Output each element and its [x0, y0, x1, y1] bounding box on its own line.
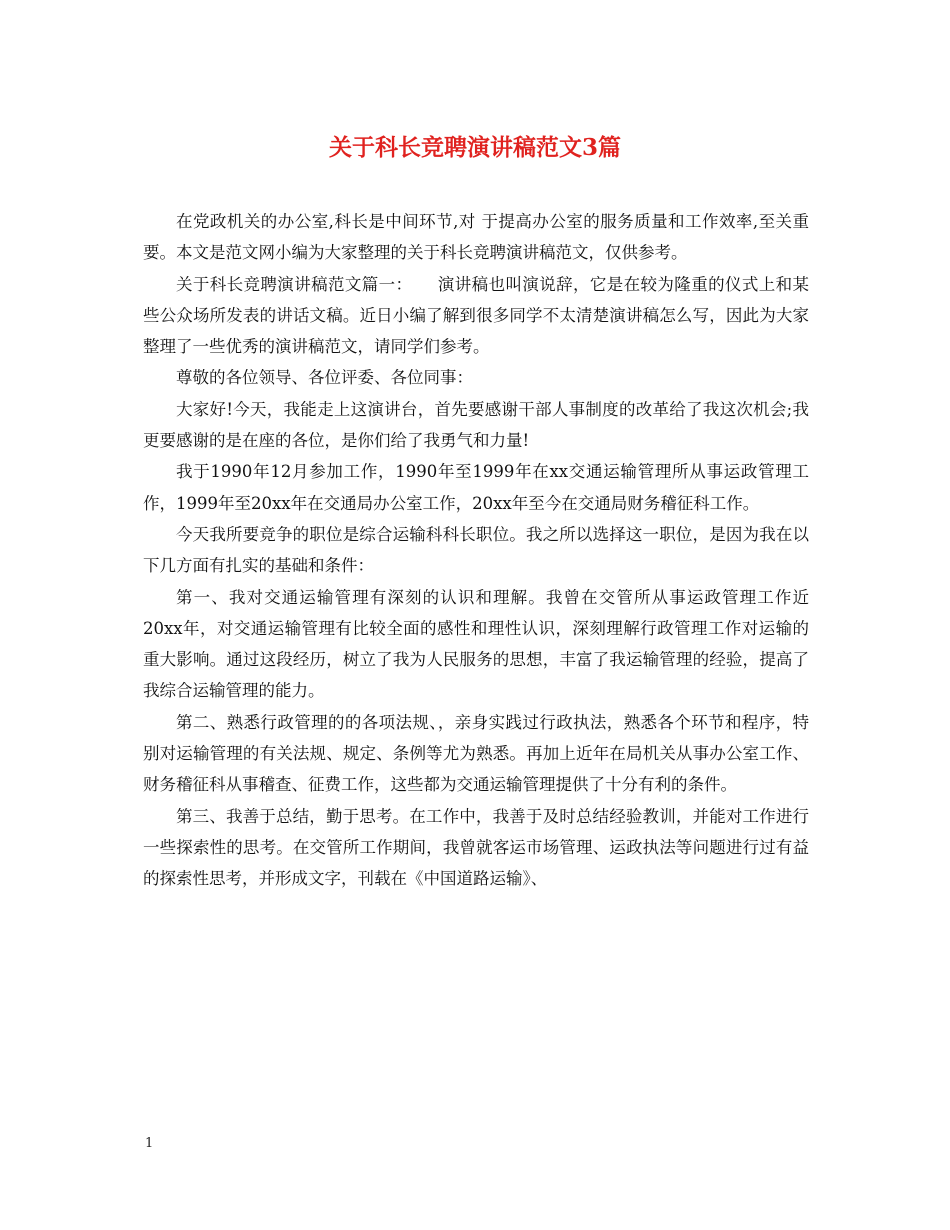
paragraph-second-point: 第二、熟悉行政管理的的各项法规、，亲身实践过行政执法，熟悉各个环节和程序，特别对运输管理的有关法规、规定、条例等尤为熟悉。再加上近年在局机关从事办公室工作、财务稽征科从事稽查、征费工作，这些都为交通运输管理提供了十分有利的条件。 — [143, 712, 809, 795]
paragraph-salutation: 尊敬的各位领导、各位评委、各位同事： — [176, 368, 473, 388]
paragraph-intro: 在党政机关的办公室,科长是中间环节,对 于提高办公室的服务质量和工作效率,至关重要。本文是范文网小编为大家整理的关于科长竞聘演讲稿范文，仅供参考。 — [143, 212, 809, 263]
paragraph-third-point: 第三、我善于总结，勤于思考。在工作中，我善于及时总结经验教训，并能对工作进行一些探索性的思考。在交管所工作期间，我曾就客运市场管理、运政执法等问题进行过有益的探索性思考，并形成文字，刊载在《中国道路运输》、 — [143, 806, 809, 889]
document-body — [143, 206, 809, 895]
page-number: 1 — [145, 1136, 154, 1151]
paragraph-work-history: 我于1990年12月参加工作，1990年至1999年在xx交通运输管理所从事运政管理工作，1999年至20xx年在交通局办公室工作，20xx年至今在交通局财务稽征科工作。 — [143, 462, 809, 513]
paragraph-position: 今天我所要竞争的职位是综合运输科科长职位。我之所以选择这一职位，是因为我在以下几方面有扎实的基础和条件： — [143, 524, 809, 576]
paragraph-part-one: 关于科长竞聘演讲稿范文篇一： 演讲稿也叫演说辞，它是在较为隆重的仪式上和某些公众场所发表的讲话文稿。近日小编了解到很多同学不太清楚演讲稿怎么写，因此为大家整理了一些优秀的演讲稿范文，请同学们参考。 — [143, 274, 809, 357]
document-title: 关于科长竞聘演讲稿范文3篇 — [328, 134, 621, 161]
paragraph-greeting: 大家好!今天，我能走上这演讲台，首先要感谢干部人事制度的改革给了我这次机会;我更要感谢的是在座的各位，是你们给了我勇气和力量! — [143, 399, 809, 451]
paragraph-first-point: 第一、我对交通运输管理有深刻的认识和理解。我曾在交管所从事运政管理工作近20xx年，对交通运输管理有比较全面的感性和理性认识，深刻理解行政管理工作对运输的重大影响。通过这段经历，树立了我为人民服务的思想，丰富了我运输管理的经验，提高了我综合运输管理的能力。 — [143, 587, 809, 701]
